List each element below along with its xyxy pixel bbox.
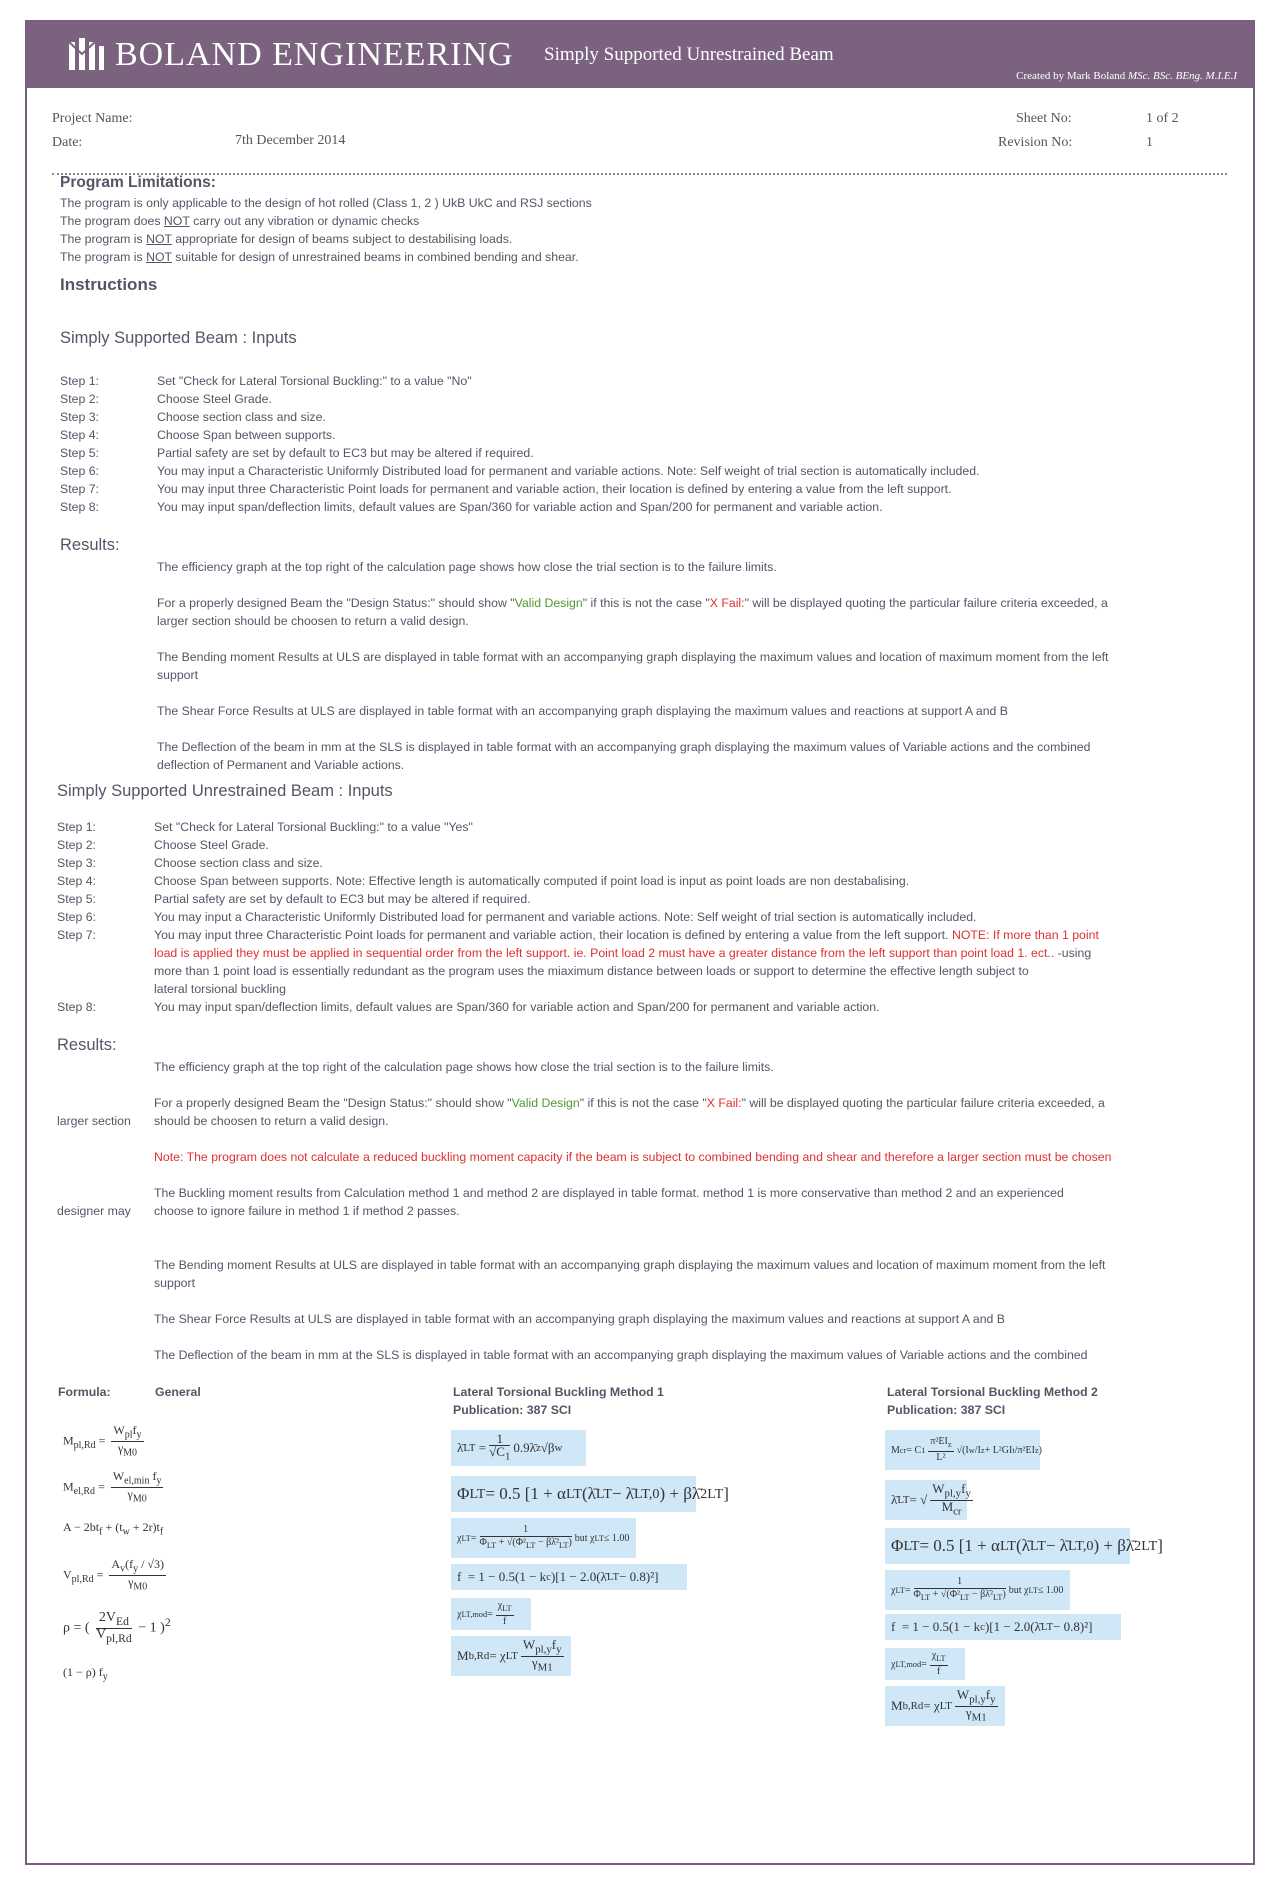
ssb-step-text: Set "Check for Lateral Torsional Buckling:" to a value "No" xyxy=(157,374,472,388)
m1-formula-lambda: λ̄ LT = $\frac{1}{√C_1}$ 0.9λ̄ z √β w xyxy=(451,1430,586,1466)
ssub-result-deflection: The Deflection of the beam in mm at the SLS is displayed in table format with an accompanying graph displaying the maximum values of Variable actions and the combined xyxy=(154,1348,1088,1362)
ssub-step-label: Step 7: xyxy=(57,928,96,942)
ssb-result-shear: The Shear Force Results at ULS are displayed in table format with an accompanying graph displaying the maximum values and reactions at support A and B xyxy=(157,704,1008,718)
ssb-result-bending-cont: support xyxy=(157,668,199,682)
sheet-no-label: Sheet No: xyxy=(1016,111,1072,126)
m1-formula-chi-mod: χ LT,mod = $\frac{\chi_{LT}}{f}$ xyxy=(451,1598,531,1630)
limitations-title: Program Limitations: xyxy=(60,174,216,191)
ssb-step-label: Step 3: xyxy=(60,410,99,424)
ssub-step-label: Step 6: xyxy=(57,910,96,924)
formula-general-label: General xyxy=(155,1385,201,1399)
sheet-no-value: 1 of 2 xyxy=(1146,111,1179,126)
ssb-step-text: You may input a Characteristic Uniformly Distributed load for permanent and variable actions. Note: Self weight of trial section is automatically included. xyxy=(157,464,980,478)
ssub-result-design-status: For a properly designed Beam the "Design Status:" should show "Valid Design" if this is not the case "X Fail:" will be displayed quoting the particular failure criteria exceeded, a xyxy=(154,1096,1105,1110)
boland-logo-icon xyxy=(67,36,107,72)
ssb-result-design-status: For a properly designed Beam the "Design Status:" should show "Valid Design" if this is not the case "X Fail:" will be displayed quoting the particular failure criteria exceeded, a xyxy=(157,596,1108,610)
ssub-step-label: Step 3: xyxy=(57,856,96,870)
ssb-step-text: You may input three Characteristic Point loads for permanent and variable action, their location is defined by entering a value from the left support. xyxy=(157,482,952,496)
formula-shear-area: $A - 2bt_f + (t_w + 2r)t_f$ xyxy=(63,1520,164,1538)
ssb-step-label: Step 1: xyxy=(60,374,99,388)
ssb-result-deflection-cont: deflection of Permanent and Variable actions. xyxy=(157,758,405,772)
m2-formula-f: f = 1 − 0.5(1 − k c )[1 − 2.0(λ̄ LT − 0.8)²] xyxy=(885,1614,1121,1640)
ssub-result-shear: The Shear Force Results at ULS are displayed in table format with an accompanying graph displaying the maximum values and reactions at support A and B xyxy=(154,1312,1005,1326)
m2-formula-lambda: λ̄ LT = √ $\frac{W_{pl,y}f_y}{M_{cr}}$ xyxy=(885,1480,967,1520)
ssb-step-label: Step 8: xyxy=(60,500,99,514)
ssub-step7-note: load is applied they must be applied in sequential order from the left support. ie. Point load 2 must have a greater distance from the left support than point load 1. ect.. -using xyxy=(154,946,1092,960)
ssb-step-label: Step 6: xyxy=(60,464,99,478)
author-credit: Created by Mark Boland MSc. BSc. BEng. M.I.E.I xyxy=(1016,70,1237,82)
limitation-3: The program is NOT appropriate for design of beams subject to destabilising loads. xyxy=(60,232,513,246)
m2-formula-mcr: M cr = C 1 $\frac{\pi^2EI_z}{\text{L²}}$ √(I w /I z + L²GI t /π²EI z ) xyxy=(885,1430,1040,1470)
limitation-4: The program is NOT suitable for design of unrestrained beams in combined bending and shear. xyxy=(60,250,579,264)
revision-no-label: Revision No: xyxy=(998,135,1073,150)
instructions-title: Instructions xyxy=(60,275,158,294)
ssub-step-text: You may input span/deflection limits, default values are Span/360 for variable action and Span/200 for permanent and variable action. xyxy=(154,1000,880,1014)
limitation-2: The program does NOT carry out any vibration or dynamic checks xyxy=(60,214,420,228)
m2-formula-phi: Φ LT = 0.5 [1 + α LT (λ̄ LT − λ̄ LT,0 ) + βλ̄ 2 LT ] xyxy=(885,1528,1130,1564)
ssb-step-text: Choose Steel Grade. xyxy=(157,392,272,406)
ssub-step-text: Partial safety are set by default to EC3 but may be altered if required. xyxy=(154,892,531,906)
ssub-step-text: Choose Steel Grade. xyxy=(154,838,269,852)
document-title: Simply Supported Unrestrained Beam xyxy=(544,44,834,65)
m2-formula-chi: χ LT = $\frac{1}{\Phi_{LT} + √(\Phi^2_{LT} - \beta\lambdā^2_{LT})}$ but χ LT ≤ 1.00 xyxy=(885,1570,1070,1610)
method1-title: Lateral Torsional Buckling Method 1 xyxy=(453,1385,664,1399)
ssub-step-label: Step 1: xyxy=(57,820,96,834)
date-value: 7th December 2014 xyxy=(235,133,346,148)
method2-publication: Publication: 387 SCI xyxy=(887,1403,1006,1417)
ssb-results-title: Results: xyxy=(60,536,120,554)
ssb-inputs-title: Simply Supported Beam : Inputs xyxy=(60,329,297,347)
ssb-step-text: Choose Span between supports. xyxy=(157,428,336,442)
ssb-step-label: Step 4: xyxy=(60,428,99,442)
brand-name: BOLAND ENGINEERING xyxy=(115,36,514,73)
formula-reduced-fy: (1 − ρ) $f_y$ xyxy=(63,1665,108,1683)
m1-formula-phi: Φ LT = 0.5 [1 + α LT (λ̄ LT − λ̄ LT,0 ) + βλ̄ 2 LT ] xyxy=(451,1476,696,1512)
ssub-step-text: Set "Check for Lateral Torsional Buckling:" to a value "Yes" xyxy=(154,820,473,834)
ssub-result-design-status-cont: should be choosen to return a valid design. xyxy=(154,1114,389,1128)
ssub-result-left-fragment-2: designer may xyxy=(57,1204,131,1218)
ssb-step-text: You may input span/deflection limits, default values are Span/360 for variable action and Span/200 for permanent and variable action. xyxy=(157,500,883,514)
m2-formula-chi-mod: χ LT,mod = $\frac{\chi_{LT}}{f}$ xyxy=(885,1648,965,1680)
method1-publication: Publication: 387 SCI xyxy=(453,1403,572,1417)
ssub-note-combined: Note: The program does not calculate a reduced buckling moment capacity if the beam is subject to combined bending and shear and therefore a larger section must be chosen xyxy=(154,1150,1112,1164)
m2-formula-mb-rd: M b,Rd = χ LT $\frac{W_{pl,y}f_y}{\gamma_{M1}}$ xyxy=(885,1686,1005,1726)
m1-formula-chi: χ LT = $\frac{1}{\Phi_{LT} + √(\Phi^2_{LT} - \beta\lambdā^2_{LT})}$ but χ LT ≤ 1.00 xyxy=(451,1518,636,1558)
ssb-result-deflection: The Deflection of the beam in mm at the SLS is displayed in table format with an accompanying graph displaying the maximum values of Variable actions and the combined xyxy=(157,740,1091,754)
header-divider xyxy=(52,173,1227,175)
formula-mel-rd: $M_{el,Rd}$ = $\frac{W_{el,min} f_y}{\gamma_{M0}}$ xyxy=(63,1469,162,1505)
ssub-step-text: You may input three Characteristic Point loads for permanent and variable action, their location is defined by entering a value from the left support. NOTE: If more than 1 point xyxy=(154,928,1099,942)
ssub-step7-cont: more than 1 point load is essentially redundant as the program uses the miaximum distance between loads or support to determine the effective length subject to xyxy=(154,964,1029,978)
ssub-result-buckling: The Buckling moment results from Calculation method 1 and method 2 are displayed in table format. method 1 is more conservative than method 2 and an experienced xyxy=(154,1186,1064,1200)
ssub-step-text: You may input a Characteristic Uniformly Distributed load for permanent and variable actions. Note: Self weight of trial section is automatically included. xyxy=(154,910,977,924)
ssb-step-text: Partial safety are set by default to EC3 but may be altered if required. xyxy=(157,446,534,460)
ssb-result-design-status-cont: larger section should be choosen to return a valid design. xyxy=(157,614,469,628)
ssub-result-left-fragment: larger section xyxy=(57,1114,131,1128)
ssub-step-label: Step 5: xyxy=(57,892,96,906)
ssub-result-buckling-cont: choose to ignore failure in method 1 if method 2 passes. xyxy=(154,1204,460,1218)
ssub-step-text: Choose section class and size. xyxy=(154,856,323,870)
ssb-result-efficiency: The efficiency graph at the top right of the calculation page shows how close the trial section is to the failure limits. xyxy=(157,560,777,574)
m1-formula-f: f = 1 − 0.5(1 − k c )[1 − 2.0(λ̄ LT − 0.8)²] xyxy=(451,1564,687,1590)
project-name-label: Project Name: xyxy=(52,111,133,126)
ssub-results-title: Results: xyxy=(57,1036,117,1054)
limitation-1: The program is only applicable to the design of hot rolled (Class 1, 2 ) UkB UkC and RSJ sections xyxy=(60,196,592,210)
ssub-step-label: Step 2: xyxy=(57,838,96,852)
method2-title: Lateral Torsional Buckling Method 2 xyxy=(887,1385,1098,1399)
formula-vpl-rd: $V_{pl,Rd}$ = $\frac{A_v(f_y / √3)}{\gamma_{M0}}$ xyxy=(63,1557,164,1593)
ssb-step-label: Step 2: xyxy=(60,392,99,406)
ssub-step-text: Choose Span between supports. Note: Effective length is automatically computed if point load is input as point loads are non destabalising. xyxy=(154,874,910,888)
ssub-step7-cont2: lateral torsional buckling xyxy=(154,982,286,996)
ssb-step-text: Choose section class and size. xyxy=(157,410,326,424)
ssub-result-bending-cont: support xyxy=(154,1276,196,1290)
ssb-step-label: Step 7: xyxy=(60,482,99,496)
revision-no-value: 1 xyxy=(1146,135,1153,150)
ssb-result-bending: The Bending moment Results at ULS are displayed in table format with an accompanying graph displaying the maximum values and location of maximum moment from the left xyxy=(157,650,1109,664)
formula-label: Formula: xyxy=(58,1385,111,1399)
ssub-step-label: Step 4: xyxy=(57,874,96,888)
formula-mpl-rd: $M_{pl,Rd}$ = $\frac{W_{pl}f_y}{\gamma_{M0}}$ xyxy=(63,1423,142,1459)
header-banner xyxy=(27,22,1253,88)
date-label: Date: xyxy=(52,135,83,150)
formula-rho: ρ = ( $\frac{2V_{Ed}}{V_{pl,Rd}}$ − 1 )$^2$ xyxy=(63,1610,171,1645)
ssb-step-label: Step 5: xyxy=(60,446,99,460)
ssub-result-efficiency: The efficiency graph at the top right of the calculation page shows how close the trial section is to the failure limits. xyxy=(154,1060,774,1074)
m1-formula-mb-rd: M b,Rd = χ LT $\frac{W_{pl,y}f_y}{\gamma_{M1}}$ xyxy=(451,1636,571,1676)
ssub-inputs-title: Simply Supported Unrestrained Beam : Inputs xyxy=(57,782,393,800)
ssub-step-label: Step 8: xyxy=(57,1000,96,1014)
ssub-result-bending: The Bending moment Results at ULS are displayed in table format with an accompanying graph displaying the maximum values and location of maximum moment from the left xyxy=(154,1258,1106,1272)
